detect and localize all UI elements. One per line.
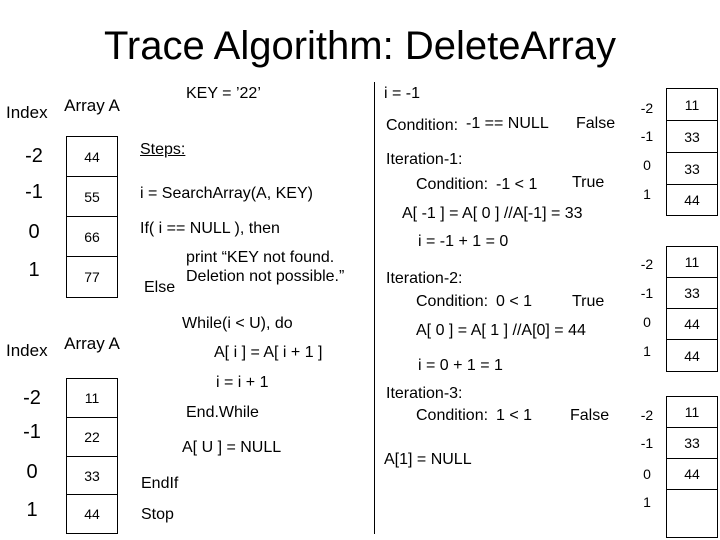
- iteration-1-increment: i = -1 + 1 = 0: [418, 233, 509, 250]
- iteration-2-assign: A[ 0 ] = A[ 1 ] //A[0] = 44: [416, 322, 586, 339]
- endif-step: EndIf: [141, 475, 179, 492]
- array-cell: 22: [67, 418, 117, 457]
- print-line-2: Deletion not possible.”: [186, 268, 345, 285]
- page-title: Trace Algorithm: DeleteArray: [103, 24, 617, 68]
- array-cell: 33: [667, 153, 717, 185]
- index-cell: 1: [28, 258, 40, 281]
- array-cell: 66: [67, 217, 117, 257]
- array-cell: 55: [67, 177, 117, 217]
- index-cell: 1: [643, 494, 651, 510]
- index-cell: -2: [640, 407, 654, 423]
- final-null-step: A[1] = NULL: [384, 451, 472, 468]
- endwhile-step: End.While: [186, 404, 259, 421]
- index-cell: -2: [23, 386, 41, 409]
- iteration-1-result: True: [572, 174, 605, 191]
- i-init: i = -1: [384, 85, 421, 102]
- array-cell: 44: [667, 459, 717, 490]
- condition-0-result: False: [576, 115, 616, 132]
- index-cell: -2: [640, 100, 654, 116]
- iteration-1-label: Iteration-1:: [386, 151, 463, 168]
- assign-step: A[ i ] = A[ i + 1 ]: [214, 344, 323, 361]
- array-cell: 44: [684, 347, 700, 364]
- steps-label: Steps:: [140, 141, 186, 158]
- array-cell: 77: [84, 269, 100, 285]
- condition-0-label: Condition:: [386, 117, 459, 134]
- index-cell: 0: [643, 314, 651, 330]
- array-header: Array A: [64, 96, 120, 115]
- iteration-3-condition-label: Condition:: [416, 407, 489, 424]
- index-cell: 0: [28, 220, 40, 243]
- index-header: Index: [6, 103, 48, 122]
- array-state-2: [666, 246, 718, 372]
- null-step: A[ U ] = NULL: [182, 439, 282, 456]
- key-text: KEY = ’22’: [186, 85, 261, 102]
- array-cell: 11: [667, 247, 717, 278]
- iteration-2-result: True: [572, 293, 605, 310]
- index-cell: 1: [643, 343, 651, 359]
- while-step: While(i < U), do: [182, 315, 293, 332]
- array-cell: 44: [67, 137, 117, 177]
- array-cell: 33: [67, 457, 117, 495]
- iteration-1-expr: -1 < 1: [496, 176, 538, 193]
- index-cell: -1: [25, 180, 43, 203]
- index-cell: 1: [26, 498, 38, 521]
- index-cell: -1: [640, 285, 654, 301]
- iteration-3-expr: 1 < 1: [496, 407, 533, 424]
- column-divider: [374, 82, 375, 534]
- index-cell: -2: [640, 256, 654, 272]
- iteration-1-condition-label: Condition:: [416, 176, 489, 193]
- array-cell: 11: [667, 397, 717, 428]
- increment-step: i = i + 1: [216, 374, 269, 391]
- index-cell: -1: [640, 128, 654, 144]
- iteration-1-assign: A[ -1 ] = A[ 0 ] //A[-1] = 33: [402, 205, 583, 222]
- array-cell: 11: [67, 379, 117, 418]
- array-cell: 11: [667, 89, 717, 121]
- condition-0-expr: -1 == NULL: [466, 115, 549, 132]
- array-cell: 33: [667, 121, 717, 153]
- index-header: Index: [6, 341, 48, 360]
- array-before: [66, 136, 118, 298]
- array-state-3: [666, 396, 718, 538]
- print-line-1: print “KEY not found.: [186, 249, 335, 266]
- else-step: Else: [144, 279, 176, 296]
- array-cell: 44: [684, 192, 700, 208]
- array-cell: [667, 490, 717, 537]
- array-after: [66, 378, 118, 534]
- iteration-2-condition-label: Condition:: [416, 293, 489, 310]
- iteration-2-expr: 0 < 1: [496, 293, 533, 310]
- iteration-2-increment: i = 0 + 1 = 1: [418, 357, 503, 374]
- index-cell: 0: [26, 460, 38, 483]
- iteration-2-label: Iteration-2:: [386, 270, 463, 287]
- iteration-3-label: Iteration-3:: [386, 385, 463, 402]
- index-cell: 0: [643, 466, 651, 482]
- index-cell: 0: [643, 157, 651, 173]
- array-header: Array A: [64, 334, 120, 353]
- array-cell: 44: [667, 309, 717, 340]
- search-step: i = SearchArray(A, KEY): [140, 185, 313, 202]
- array-cell: 33: [667, 428, 717, 459]
- index-cell: -1: [23, 420, 41, 443]
- index-cell: -2: [25, 144, 43, 167]
- array-cell: 33: [667, 278, 717, 309]
- if-step: If( i == NULL ), then: [140, 220, 280, 237]
- array-state-1: [666, 88, 718, 216]
- index-cell: 1: [643, 186, 651, 202]
- array-cell: 44: [84, 506, 100, 522]
- index-cell: -1: [640, 435, 654, 451]
- stop-step: Stop: [141, 506, 174, 523]
- iteration-3-result: False: [570, 407, 610, 424]
